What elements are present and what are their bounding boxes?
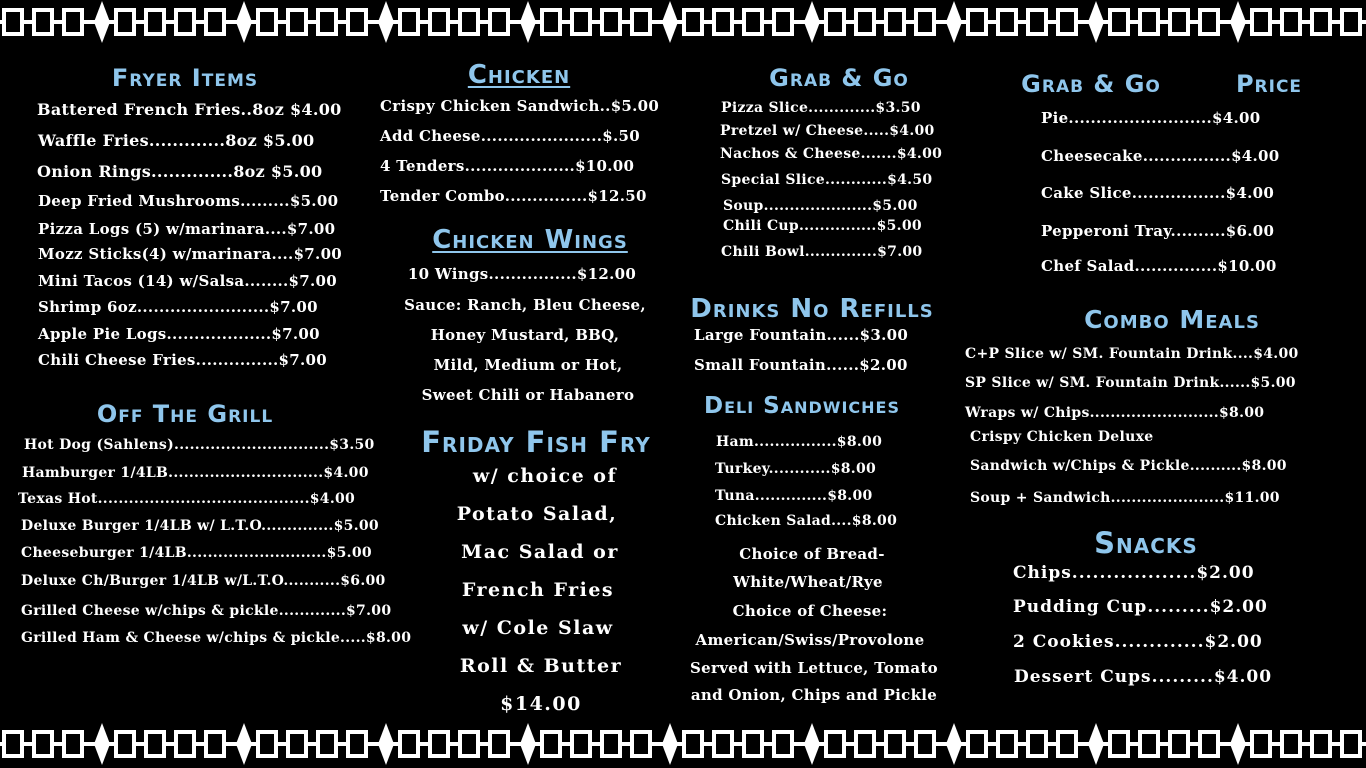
menu-item: Mini Tacos (14) w/Salsa........$7.00: [38, 272, 338, 290]
menu-item: Soup + Sandwich......................$11.00: [970, 490, 1280, 506]
price-heading: Price: [1235, 70, 1303, 98]
fish-fry-line: w/ Cole Slaw: [462, 617, 614, 639]
menu-item: Pepperoni Tray..........$6.00: [1041, 222, 1275, 240]
menu-item: Cheeseburger 1/4LB...........................$5.00: [21, 545, 372, 561]
snacks-heading: Snacks: [1094, 526, 1198, 560]
menu-item: Crispy Chicken Deluxe: [970, 429, 1154, 445]
menu-item: Chili Cheese Fries...............$7.00: [38, 351, 327, 369]
off-the-grill-heading: Off The Grill: [96, 400, 274, 428]
menu-item: Onion Rings..............8oz $5.00: [37, 162, 323, 181]
menu-item: Wraps w/ Chips.........................$8.00: [965, 405, 1265, 421]
deli-note: and Onion, Chips and Pickle: [690, 686, 938, 704]
menu-item: SP Slice w/ SM. Fountain Drink......$5.00: [965, 375, 1296, 391]
combo-meals-heading: Combo Meals: [1084, 305, 1260, 334]
menu-item: Special Slice............$4.50: [721, 172, 933, 188]
wings-note: Sweet Chili or Habanero: [421, 386, 635, 404]
deli-note: Served with Lettuce, Tomato: [690, 659, 938, 677]
fish-fry-line: w/ choice of: [472, 465, 618, 487]
deli-note: White/Wheat/Rye: [733, 573, 883, 591]
drinks-heading: Drinks No Refills: [690, 294, 934, 324]
fish-fry-line: Potato Salad,: [456, 503, 618, 525]
menu-item: Apple Pie Logs...................$7.00: [38, 325, 320, 343]
menu-item: Tuna..............$8.00: [715, 488, 873, 504]
menu-item: Pizza Logs (5) w/marinara....$7.00: [38, 220, 336, 238]
deli-note: Choice of Cheese:: [732, 602, 888, 620]
chicken-wings-heading: Chicken Wings: [432, 225, 628, 255]
menu-item: 2 Cookies.............$2.00: [1013, 632, 1263, 652]
menu-item: Tender Combo...............$12.50: [380, 187, 647, 205]
menu-item: Crispy Chicken Sandwich..$5.00: [380, 97, 660, 115]
fish-fry-price: $14.00: [500, 693, 582, 715]
menu-item: Small Fountain......$2.00: [694, 356, 908, 374]
menu-item: Grilled Ham & Cheese w/chips & pickle.....$8.00: [21, 630, 412, 646]
menu-item: Chili Bowl..............$7.00: [721, 244, 923, 260]
fryer-items-heading: Fryer Items: [111, 64, 259, 92]
menu-item: Texas Hot.........................................$4.00: [18, 491, 356, 507]
menu-item: Cheesecake................$4.00: [1041, 147, 1280, 165]
grab-and-go-heading-2: Grab & Go: [1021, 70, 1161, 98]
wings-note: Mild, Medium or Hot,: [433, 356, 623, 374]
bottom-decorative-border: [0, 722, 1366, 766]
menu-item: Sandwich w/Chips & Pickle..........$8.00: [970, 458, 1287, 474]
menu-item: Dessert Cups.........$4.00: [1014, 667, 1273, 687]
menu-item: Chips..................$2.00: [1013, 563, 1255, 583]
deli-sandwiches-heading: Deli Sandwiches: [704, 393, 900, 419]
menu-item: Deluxe Burger 1/4LB w/ L.T.O..............$5.00: [21, 518, 379, 534]
menu-item: 4 Tenders....................$10.00: [380, 157, 635, 175]
deli-note: American/Swiss/Provolone: [695, 631, 925, 649]
menu-item: Nachos & Cheese.......$4.00: [720, 146, 943, 162]
menu-item: Battered French Fries..8oz $4.00: [37, 100, 342, 119]
menu-item: Chili Cup...............$5.00: [723, 218, 922, 234]
menu-item: Hamburger 1/4LB..............................$4.00: [22, 465, 369, 481]
menu-item: Pizza Slice.............$3.50: [721, 100, 921, 116]
menu-item: Mozz Sticks(4) w/marinara....$7.00: [38, 245, 343, 263]
menu-item: Pie..........................$4.00: [1041, 109, 1261, 127]
menu-item: Shrimp 6oz........................$7.00: [38, 298, 318, 316]
grab-and-go-heading: Grab & Go: [769, 64, 909, 92]
top-decorative-border: [0, 0, 1366, 44]
menu-item: Waffle Fries.............8oz $5.00: [38, 131, 315, 150]
menu-item: 10 Wings................$12.00: [407, 265, 637, 283]
menu-item: Turkey............$8.00: [715, 461, 877, 477]
menu-item: Grilled Cheese w/chips & pickle.............$7.00: [21, 603, 392, 619]
fish-fry-line: French Fries: [461, 579, 615, 601]
menu-item: Soup.....................$5.00: [723, 198, 918, 214]
menu-item: Chef Salad...............$10.00: [1041, 257, 1277, 275]
menu-item: Hot Dog (Sahlens)..............................$3.50: [24, 437, 375, 453]
menu-item: Pretzel w/ Cheese.....$4.00: [720, 123, 935, 139]
menu-item: Deep Fried Mushrooms.........$5.00: [38, 192, 339, 210]
fish-fry-line: Roll & Butter: [459, 655, 623, 677]
menu-item: Pudding Cup.........$2.00: [1013, 597, 1268, 617]
menu-item: Deluxe Ch/Burger 1/4LB w/L.T.O...........$6.00: [21, 573, 386, 589]
friday-fish-fry-heading: Friday Fish Fry: [421, 425, 651, 459]
wings-note: Sauce: Ranch, Bleu Cheese,: [404, 296, 646, 314]
menu-item: Chicken Salad....$8.00: [715, 513, 898, 529]
menu-item: Ham................$8.00: [716, 434, 883, 450]
menu-item: Add Cheese......................$.50: [380, 127, 640, 145]
deli-note: Choice of Bread-: [739, 545, 885, 563]
menu-item: C+P Slice w/ SM. Fountain Drink....$4.00: [965, 346, 1299, 362]
wings-note: Honey Mustard, BBQ,: [430, 326, 620, 344]
menu-item: Cake Slice.................$4.00: [1041, 184, 1275, 202]
fish-fry-line: Mac Salad or: [461, 541, 619, 563]
menu-item: Large Fountain......$3.00: [694, 326, 909, 344]
chicken-heading: Chicken: [467, 60, 571, 90]
